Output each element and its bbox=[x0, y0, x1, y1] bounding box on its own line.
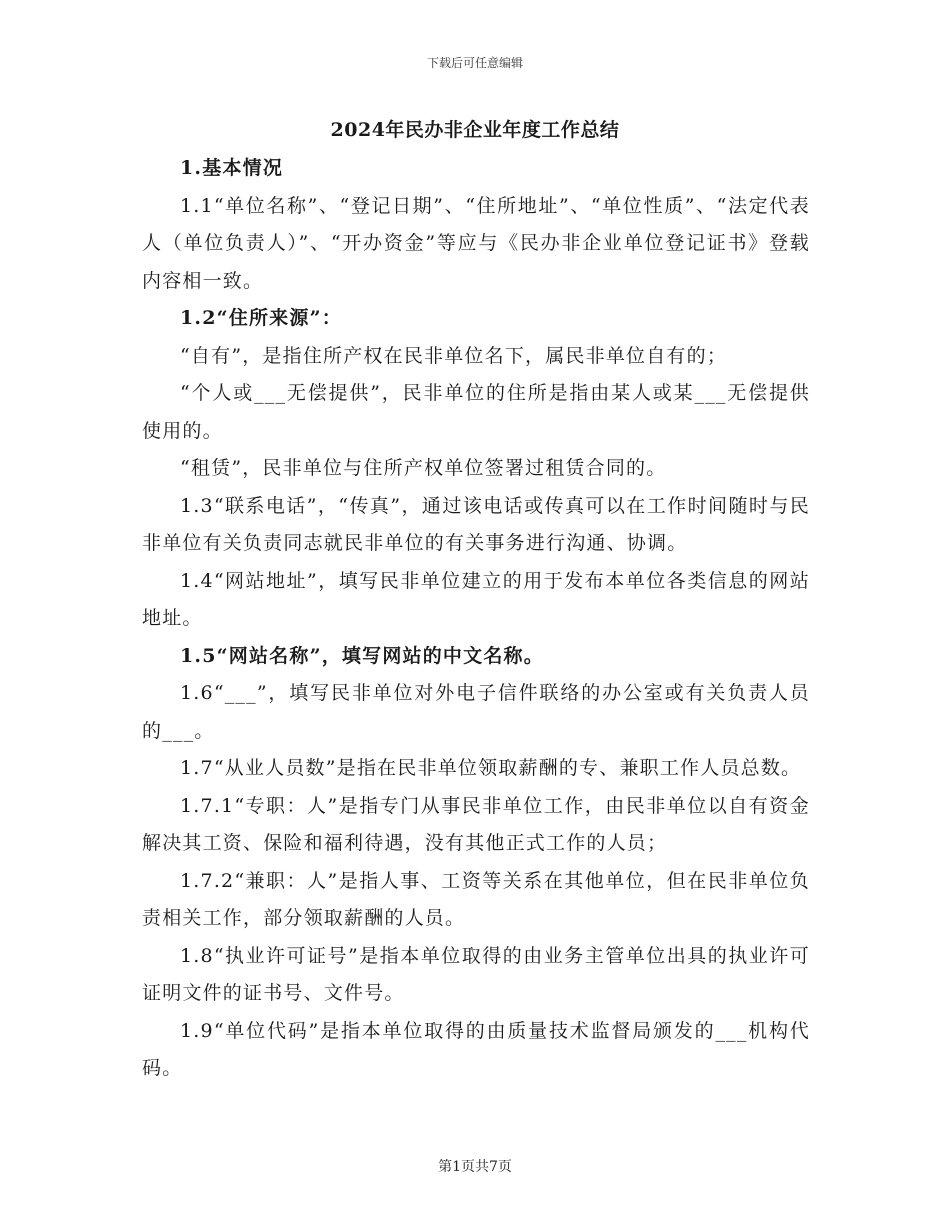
paragraph: 1.6“___”，填写民非单位对外电子信件联络的办公室或有关负责人员的___。 bbox=[142, 682, 810, 742]
paragraph: 1.9“单位代码”是指本单位取得的由质量技术监督局颁发的___机构代码。 bbox=[142, 1019, 810, 1079]
document-body bbox=[142, 150, 810, 1088]
paragraph: 1.7.1“专职：人”是指专门从事民非单位工作，由民非单位以自有资金解决其工资、保险和福利待遇，没有其他正式工作的人员； bbox=[142, 794, 810, 854]
paragraph: 1.1“单位名称”、“登记日期”、“住所地址”、“单位性质”、“法定代表人（单位负责人）”、“开办资金”等应与《民办非企业单位登记证书》登载内容相一致。 bbox=[142, 194, 810, 292]
page-header-note: 下载后可任意编辑 bbox=[426, 56, 523, 70]
paragraph: 1.2“住所来源”： bbox=[180, 307, 342, 329]
paragraph: 1.8“执业许可证号”是指本单位取得的由业务主管单位出具的执业许可证明文件的证书号、文件号。 bbox=[142, 944, 810, 1004]
paragraph: 1.基本情况 bbox=[180, 157, 284, 179]
page-number: 第1页共7页 bbox=[438, 1159, 512, 1175]
document-title: 2024年民办非企业年度工作总结 bbox=[330, 119, 620, 141]
paragraph: 1.7.2“兼职：人”是指人事、工资等关系在其他单位，但在民非单位负责相关工作，部分领取薪酬的人员。 bbox=[142, 869, 810, 929]
paragraph: 1.7“从业人员数”是指在民非单位领取薪酬的专、兼职工作人员总数。 bbox=[180, 757, 802, 779]
paragraph: “自有”，是指住所产权在民非单位名下，属民非单位自有的； bbox=[180, 344, 728, 367]
paragraph: “租赁”，民非单位与住所产权单位签署过租赁合同的。 bbox=[180, 457, 667, 479]
paragraph: 1.3“联系电话”，“传真”，通过该电话或传真可以在工作时间随时与民非单位有关负责同志就民非单位的有关事务进行沟通、协调。 bbox=[142, 494, 810, 554]
paragraph: 1.4“网站地址”，填写民非单位建立的用于发布本单位各类信息的网站地址。 bbox=[142, 569, 810, 629]
paragraph: 1.5“网站名称”，填写网站的中文名称。 bbox=[180, 644, 544, 667]
paragraph: “个人或___无偿提供”，民非单位的住所是指由某人或某___无偿提供使用的。 bbox=[142, 382, 810, 442]
